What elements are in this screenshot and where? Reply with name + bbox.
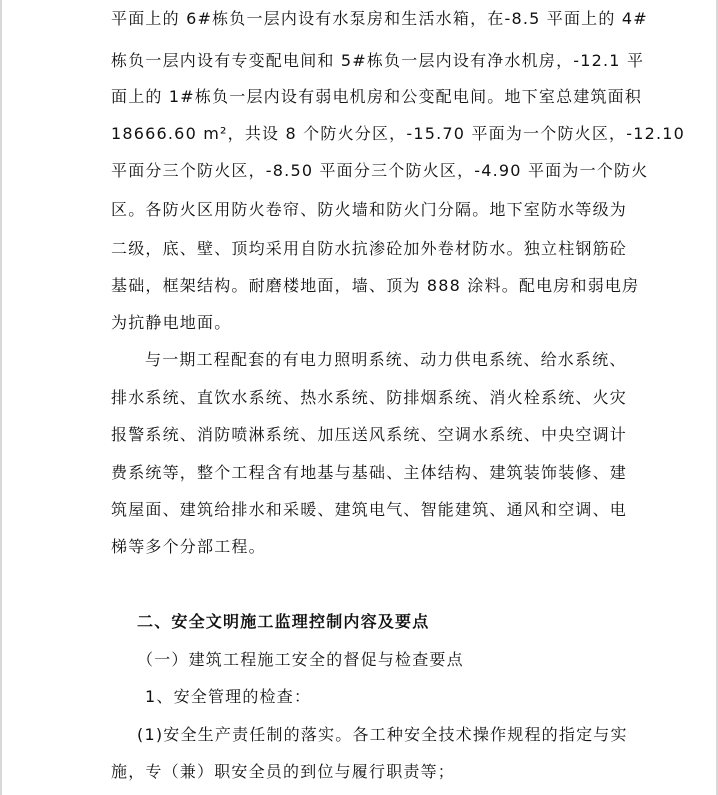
paragraph-line: 排水系统、直饮水系统、热水系统、防排烟系统、消火栓系统、火灾	[111, 388, 628, 407]
item-heading: 1、安全管理的检查：	[145, 687, 312, 706]
paragraph-line: 栋负一层内设有专变配电间和 5#栋负一层内设有净水机房，-12.1 平	[111, 51, 645, 70]
subsection-heading: （一）建筑工程施工安全的督促与检查要点	[137, 650, 464, 669]
paragraph-line: 平面上的 6#栋负一层内设有水泵房和生活水箱，在-8.5 平面上的 4#	[111, 9, 648, 28]
paragraph-line: (1)安全生产责任制的落实。各工种安全技术操作规程的指定与实	[137, 725, 628, 744]
paragraph-line: 区。各防火区用防火卷帘、防火墙和防火门分隔。地下室防水等级为	[111, 200, 628, 219]
paragraph-line: 平面分三个防火区，-8.50 平面分三个防火区，-4.90 平面为一个防火	[111, 161, 649, 180]
paragraph-line: 筑屋面、建筑给排水和采暖、建筑电气、智能建筑、通风和空调、电	[111, 500, 628, 519]
section-heading: 二、安全文明施工监理控制内容及要点	[137, 612, 430, 631]
paragraph-line: 为抗静电地面。	[111, 313, 232, 332]
paragraph-line: 面上的 1#栋负一层内设有弱电机房和公变配电间。地下室总建筑面积	[111, 87, 643, 106]
paragraph-line: 梯等多个分部工程。	[111, 537, 266, 556]
paragraph-line: 与一期工程配套的有电力照明系统、动力供电系统、给水系统、	[145, 350, 627, 369]
paragraph-line: 施，专（兼）职安全员的到位与履行职责等；	[111, 762, 456, 781]
paragraph-line: 二级，底、壁、顶均采用自防水抗渗砼加外卷材防水。独立柱钢筋砼	[111, 239, 628, 258]
paragraph-line: 18666.60 m²，共设 8 个防火分区，-15.70 平面为一个防火区，-12.10	[111, 124, 686, 143]
paragraph-line: 基础，框架结构。耐磨楼地面，墙、顶为 888 涂料。配电房和弱电房	[111, 276, 640, 295]
paragraph-line: 报警系统、消防喷淋系统、加压送风系统、空调水系统、中央空调计	[111, 425, 628, 444]
page-left-border	[0, 0, 2, 795]
paragraph-line: 费系统等，整个工程含有地基与基础、主体结构、建筑装饰装修、建	[111, 463, 628, 482]
